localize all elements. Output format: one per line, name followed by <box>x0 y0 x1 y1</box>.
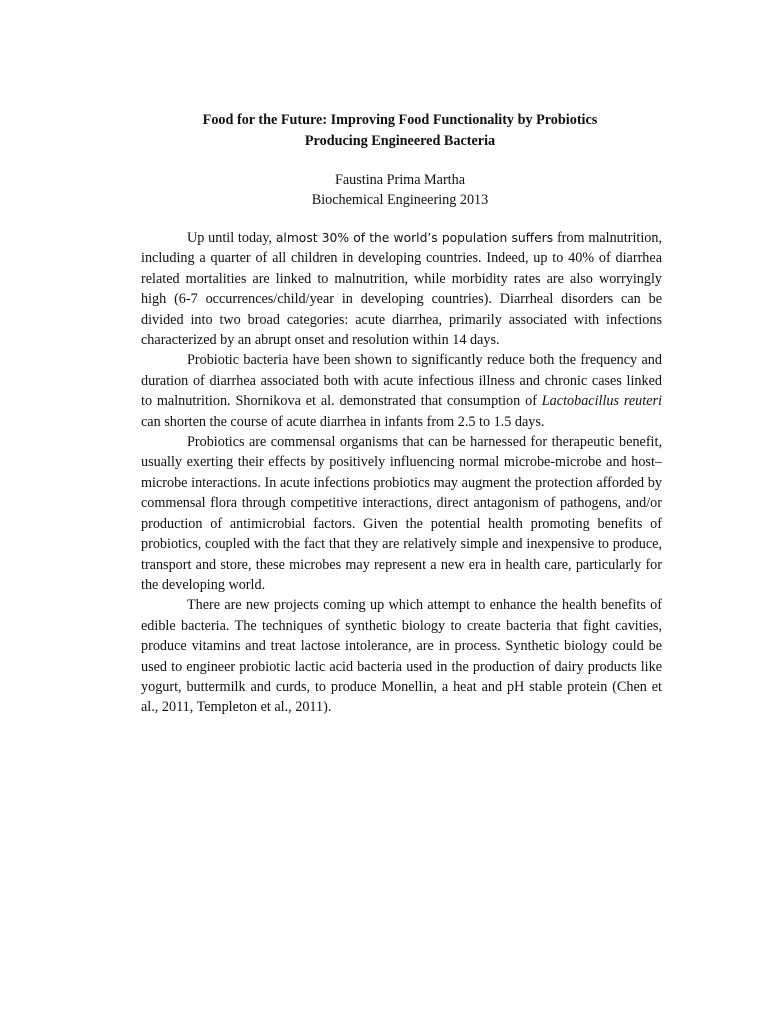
paragraph-2-part-a: Probiotic bacteria have been shown to significantly reduce both the frequency and duration of diarrhea associated both with acute infectious illness and chronic cases linked to malnutrition. Shornikova et al. demonstrated that consumption of <box>141 352 662 410</box>
paragraph-1-part-c: from malnutrition, including a quarter of all children in developing countries. Indeed, up to 40% of diarrhea related mortalities are linked to malnutrition, while morbidity rates are also worryingly high (6-7 occurrences/child/year in developing countries). Diarrheal disorders can be divided into two broad categories: acute diarrhea, primarily associated with infections characterized by an abrupt onset and resolution within 14 days. <box>141 230 663 349</box>
author-affiliation: Biochemical Engineering 2013 <box>311 192 489 208</box>
paragraph-2 <box>141 350 662 432</box>
paragraph-3: Probiotics are commensal organisms that can be harnessed for therapeutic benefit, usually exerting their effects by positively influencing normal microbe-microbe and host–microbe interactions. In acute infections probiotics may augment the protection afforded by commensal flora through competitive interactions, direct antagonism of pathogens, and/or production of antimicrobial factors. Given the potential health promoting benefits of probiotics, coupled with the fact that they are relatively simple and inexpensive to produce, transport and store, these microbes may represent a new era in health care, particularly for the developing world. <box>141 434 662 593</box>
paragraph-1 <box>141 228 662 350</box>
paragraph-4: There are new projects coming up which attempt to enhance the health benefits of edible bacteria. The techniques of synthetic biology to create bacteria that fight cavities, produce vitamins and treat lactose intolerance, are in process. Synthetic biology could be used to engineer probiotic lactic acid bacteria used in the production of dairy products like yogurt, buttermilk and curds, to produce Monellin, a heat and pH stable protein (Chen et al., 2011, Templeton et al., 2011). <box>141 597 662 716</box>
species-name: Lactobacillus reuteri <box>541 393 662 410</box>
document-body <box>141 228 662 718</box>
title-line-1: Food for the Future: Improving Food Functionality by Probiotics <box>202 112 598 128</box>
document-header <box>140 110 660 210</box>
paragraph-2-part-c: can shorten the course of acute diarrhea in infants from 2.5 to 1.5 days. <box>141 413 545 430</box>
document-title <box>140 110 660 152</box>
author-name: Faustina Prima Martha <box>334 172 466 188</box>
author-block <box>140 170 660 210</box>
paragraph-1-part-a: Up until today, <box>187 230 276 246</box>
title-line-2: Producing Engineered Bacteria <box>304 133 496 149</box>
paragraph-1-highlight: almost 30% of the world’s population suffers <box>275 231 554 245</box>
